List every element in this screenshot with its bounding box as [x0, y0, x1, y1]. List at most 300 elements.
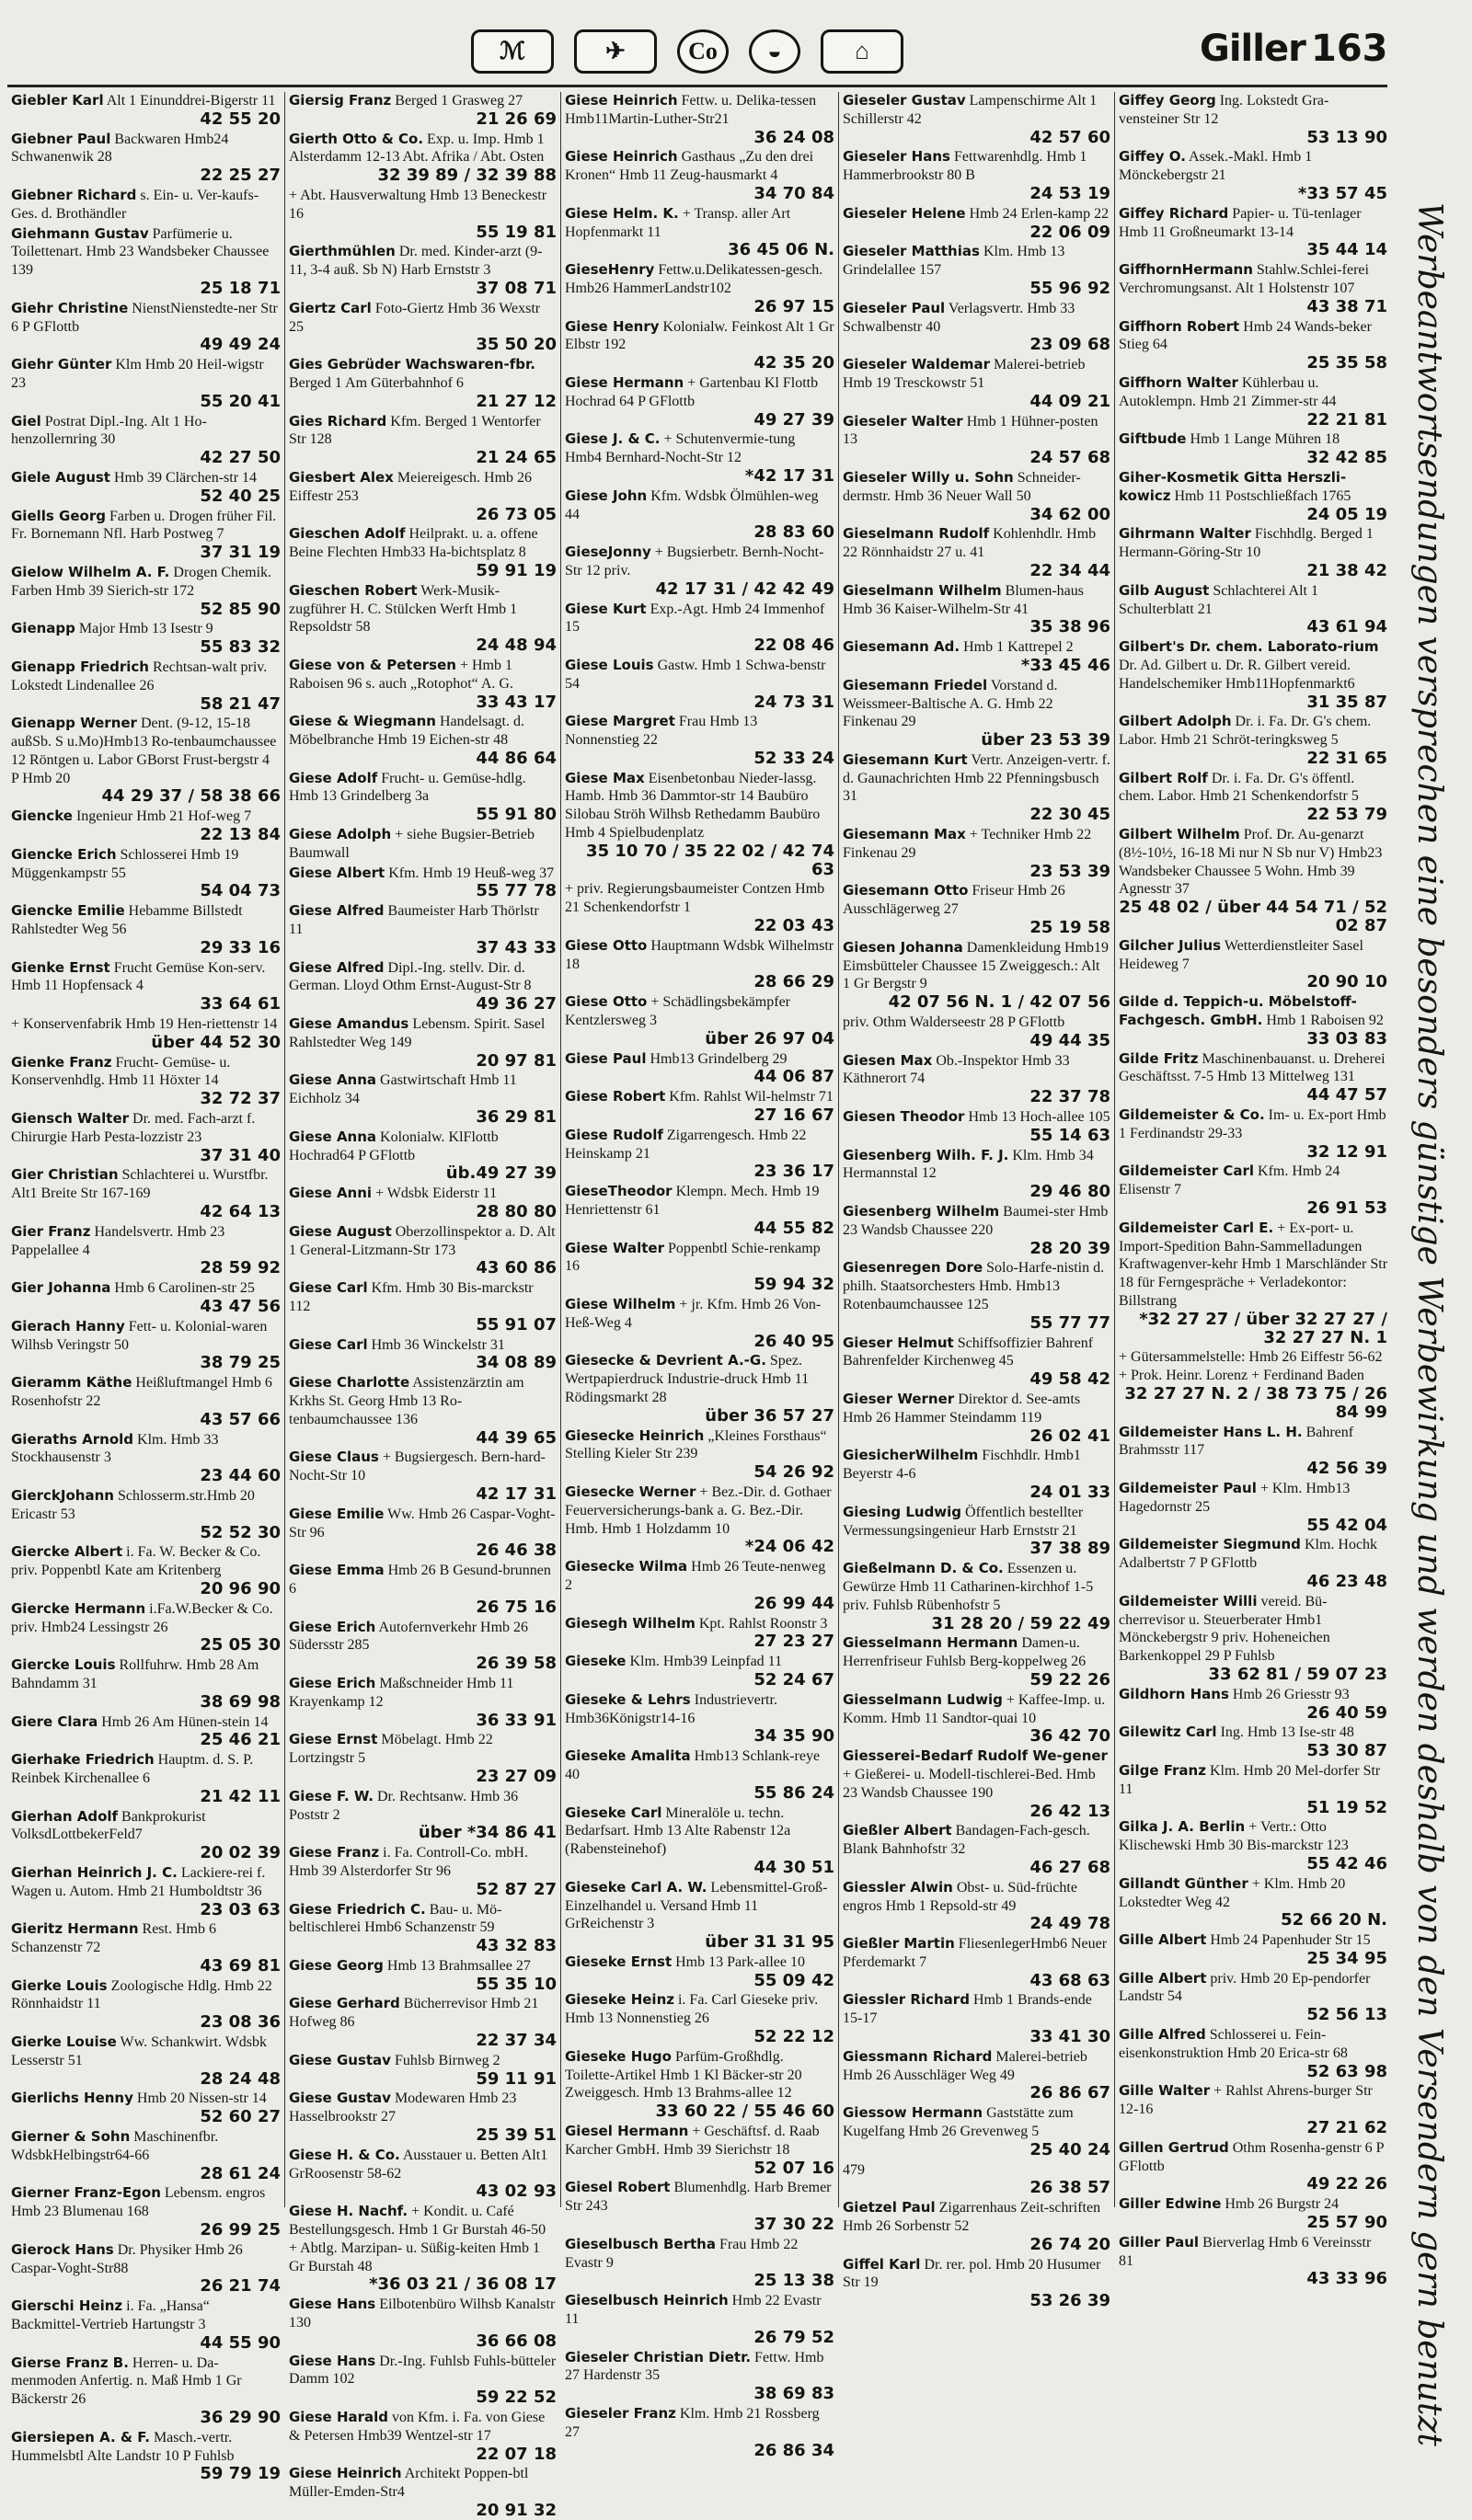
listing-name: Giese Erich [289, 1618, 376, 1635]
listing-entry [289, 1619, 557, 1673]
listing-name: Giese Erich [289, 1674, 376, 1691]
listing-entry [1119, 1593, 1387, 1684]
listing-name: Giesemann Otto [843, 882, 969, 899]
listing-details: Kfm. Hmb 30 Bis-marckstr 112 [289, 1280, 534, 1314]
listing-phone: 23 53 39 [1029, 861, 1110, 881]
listing-phone: 21 24 65 [476, 448, 557, 468]
listing-name: Gilbert Rolf [1119, 769, 1208, 786]
listing-name: Giersiepen A. & F. [11, 2428, 150, 2446]
listing-name: Gierthmühlen [289, 243, 396, 260]
listing-entry [843, 939, 1110, 1012]
listing-details: Hmb 26 B Gesund-brunnen 6 [289, 1563, 551, 1597]
listing-name: Gieseke Heinz [565, 1991, 674, 2009]
listing-details: Hmb 36 Winckelstr 31 [371, 1336, 505, 1353]
listing-details: Klempn. Mech. Hmb 19 Henriettenstr 61 [565, 1184, 820, 1219]
listing-name: Gierhake Friedrich [11, 1751, 155, 1769]
listing-name: Giese von & Petersen [289, 656, 456, 673]
listing-phone: 22 03 43 [753, 916, 834, 936]
listing-details: Hmb 39 Clärchen-str 14 [113, 469, 258, 486]
listing-details: + Rahlst Ahrens-burger Str 12-16 [1119, 2083, 1373, 2118]
listing-details: Hmb 1 Raboisen 92 [1266, 1013, 1384, 1029]
listing-details: Heißluftmangel Hmb 6 Rosenhofstr 22 [11, 1375, 272, 1409]
listing-name: Gier Johanna [11, 1279, 111, 1297]
listing-phone: 28 24 48 [200, 2068, 281, 2089]
listing-details: von Kfm. i. Fa. von Giese & Petersen Hmb39 Wentzel-str 17 [289, 2410, 546, 2444]
listing-entry [289, 1223, 557, 1277]
listing-details: 479 [843, 2161, 865, 2178]
listing-phone: 26 38 57 [1029, 2178, 1110, 2198]
listing-name: Gieseke Hugo [565, 2047, 672, 2065]
listing-phone: 22 37 34 [476, 2031, 557, 2051]
listing-details: + Ex-port- u. Import-Spedition Bahn-Sammelladungen Kraftwagenver-kehr Hmb 1 Marschländer Str 18 für Ferngespräche + Verladekontor: Billstrang [1119, 1220, 1388, 1309]
listing-name: Gies Gebrüder Wachswaren-fbr. [289, 356, 535, 373]
listing-details: Ww. Hmb 26 Caspar-Voght-Str 96 [289, 1506, 556, 1541]
listing-entry [565, 713, 834, 767]
listing-entry [565, 1558, 834, 1612]
listing-phone: 36 29 90 [200, 2408, 281, 2428]
logo-icon-4: ◒ [749, 29, 800, 74]
listing-phone: über 44 52 30 [151, 1032, 281, 1052]
listing-name: Giesenberg Wilh. F. J. [843, 1146, 1009, 1163]
listing-details: + Kaffee-Imp. u. Komm. Hmb 11 Sandtor-quai 10 [843, 1691, 1106, 1726]
listing-entry [1119, 770, 1387, 824]
listing-phone: 43 33 96 [1306, 2269, 1387, 2289]
side-slogan: Werbeantwortsendungen versprechen eine besonders günstige Werbewirkung und werden deshalb von den Versendern gern benutzt [1410, 202, 1448, 2446]
listing-entry [11, 131, 281, 185]
listing-name: Giftbude [1119, 430, 1187, 448]
listing-details: Frucht- u. Gemüse-hdlg. Hmb 13 Grindelberg 3a [289, 770, 526, 805]
listing-name: Gieselmann Rudolf [843, 525, 990, 543]
listing-entry [11, 1656, 281, 1711]
listing-entry [565, 1879, 834, 1952]
listing-name: Giese Claus [289, 1449, 379, 1466]
listing-name: Giesen Max [843, 1051, 933, 1069]
listing-entry [843, 1147, 1110, 1201]
listing-name: Giesenberg Wilhelm [843, 1203, 1000, 1220]
listing-phone: *36 03 21 / 36 08 17 [369, 2274, 557, 2295]
listing-name: Gille Albert [1119, 1969, 1207, 1987]
listing-details: + Schädlingsbekämpfer Kentzlersweg 3 [565, 994, 791, 1029]
listing-name: Giercke Louis [11, 1656, 116, 1674]
listing-name: Giessler Alwin [843, 1878, 953, 1896]
listing-entry [843, 2256, 1110, 2310]
listing-details: Baumei-ster Hmb 23 Wandsb Chaussee 220 [843, 1204, 1109, 1238]
listing-phone: über 26 97 04 [705, 1028, 834, 1048]
listing-details: Papier- u. Tü-tenlager Hmb 11 Großneumarkt 13-14 [1119, 205, 1362, 240]
listing-phone: 36 45 06 N. [728, 240, 834, 260]
listing-phone: 34 62 00 [1029, 504, 1110, 524]
listing-phone: 55 42 46 [1306, 1853, 1387, 1873]
page-title: Giller [1200, 28, 1305, 70]
listing-entry [289, 713, 557, 767]
listing-entry [1119, 2082, 1387, 2136]
listing-name: Gilge Franz [1119, 1761, 1206, 1779]
listing-phone: 23 09 68 [1029, 335, 1110, 355]
listing-phone: 33 43 17 [476, 692, 557, 712]
listing-name: Giere Clara [11, 1712, 98, 1730]
listing-phone: 38 69 83 [753, 2384, 834, 2404]
listing-phone: 21 38 42 [1306, 560, 1387, 580]
listing-phone: 22 21 81 [1306, 409, 1387, 430]
listing-phone: 25 13 38 [753, 2271, 834, 2291]
listing-entry [843, 1504, 1110, 1558]
listing-entry [1119, 318, 1387, 372]
listing-name: Gieseke & Lehrs [565, 1690, 691, 1708]
listing-entry [565, 487, 834, 542]
listing-details: + Gartenbau Kl Flottb Hochrad 64 P GFlottb [565, 374, 819, 409]
listing-name: Giese H. & Co. [289, 2146, 400, 2163]
listing-name: Gieselmann Wilhelm [843, 581, 1002, 599]
listing-entry [565, 261, 834, 315]
listing-phone: 22 13 84 [200, 825, 281, 845]
listing-details: Kolonialw. KlFlottb Hochrad64 P GFlottb [289, 1128, 499, 1163]
listing-phone: 22 06 09 [1029, 222, 1110, 242]
listing-entry [843, 1014, 1110, 1050]
listing-entry [1119, 1050, 1387, 1105]
listing-entry [289, 92, 557, 129]
listing-entry [565, 657, 834, 711]
listing-entry [565, 2236, 834, 2290]
listing-name: Giercke Albert [11, 1543, 123, 1561]
listing-name: Giesenregen Dore [843, 1259, 983, 1277]
listing-entry [843, 469, 1110, 523]
listing-name: Giese Carl [289, 1335, 368, 1353]
listing-name: Giese Friedrich C. [289, 1900, 426, 1918]
listing-name: Giese Gerhard [289, 1995, 400, 2012]
listing-details: Werk-Musik-zugführer H. C. Stülcken Werft Hmb 1 Repsoldstr 58 [289, 582, 518, 636]
listing-entry [843, 882, 1110, 936]
listing-name: Gilbert's Dr. chem. Laborato-rium [1119, 638, 1379, 656]
listing-name: Giese Rudolf [565, 1126, 663, 1143]
listing-details: Dr. rer. pol. Hmb 20 Husumer Str 19 [843, 2256, 1101, 2291]
listing-entry [11, 620, 281, 657]
listing-entry [565, 1352, 834, 1425]
listing-entry [843, 300, 1110, 354]
listing-name: Gierth Otto & Co. [289, 130, 424, 147]
listing-phone: 37 31 19 [200, 543, 281, 563]
listing-name: Gierke Louis [11, 1976, 108, 1994]
listing-details: Baumeister Harb Thörlstr 11 [289, 903, 539, 938]
listing-name: Giese Hans [289, 2352, 376, 2369]
listing-phone: 49 36 27 [476, 994, 557, 1014]
listing-phone: 44 39 65 [476, 1427, 557, 1448]
listing-details: Frau Hmb 13 Nonnenstieg 22 [565, 714, 758, 749]
listing-name: Gildemeister Siegmund [1119, 1536, 1301, 1553]
listing-entry [289, 2203, 557, 2294]
listing-details: Hmb 13 Hoch-allee 105 [968, 1109, 1110, 1126]
listing-name: Giese Robert [565, 1088, 666, 1105]
listing-details: Friseur Hmb 26 Ausschlägerweg 27 [843, 883, 1065, 918]
listing-details: Damen-u. Herrenfriseur Fuhlsb Berg-koppelweg 26 [843, 1635, 1087, 1670]
listing-entry [11, 1054, 281, 1108]
directory-column-3 [561, 92, 839, 2460]
listing-details: „Kleines Forsthaus“ Stelling Kieler Str 239 [565, 1427, 827, 1462]
listing-details: + priv. Regierungsbaumeister Contzen Hmb 21 Schenkendorfstr 1 [565, 881, 825, 916]
listing-entry [1119, 1220, 1387, 1347]
listing-name: Giele August [11, 468, 110, 486]
listing-phone: 55 86 24 [753, 1782, 834, 1803]
listing-phone: 25 35 58 [1306, 353, 1387, 373]
listing-name: Giese Amandus [289, 1015, 409, 1033]
listing-phone: 37 08 71 [476, 278, 557, 298]
listing-phone: 24 73 31 [753, 692, 834, 712]
listing-entry [565, 937, 834, 991]
listing-phone: 22 08 46 [753, 636, 834, 656]
listing-details: Maschinenbauanst. u. Dreherei Geschäftsst. 7-5 Hmb 13 Mittelweg 131 [1119, 1050, 1386, 1085]
listing-name: Giesegh Wilhelm [565, 1614, 696, 1632]
listing-name: Giese Heinrich [289, 2465, 402, 2482]
listing-details: Dr. i. Fa. Dr. G's öffentl. chem. Labor. Hmb 21 Schenkendorfstr 5 [1119, 770, 1359, 805]
listing-entry [289, 582, 557, 655]
listing-details: i. Fa. Carl Gieseke priv. Hmb 13 Nonnenstieg 26 [565, 1992, 819, 2027]
listing-entry [843, 1822, 1110, 1876]
listing-phone: 43 32 83 [476, 1936, 557, 1956]
listing-entry [11, 2429, 281, 2483]
listing-details: Berged 1 Grasweg 27 [395, 93, 523, 109]
listing-name: Giese Otto [565, 936, 648, 954]
listing-details: Maßschneider Hmb 11 Krayenkamp 12 [289, 1675, 514, 1710]
listing-details: Bierverlag Hmb 6 Vereinsstr 81 [1119, 2234, 1372, 2269]
listing-phone: 59 79 19 [200, 2464, 281, 2484]
listing-phone: 52 40 25 [200, 486, 281, 506]
listing-entry [11, 959, 281, 1014]
listing-phone: 55 42 04 [1306, 1515, 1387, 1535]
listing-name: Giesel Hermann [565, 2123, 689, 2140]
listing-entry [565, 1183, 834, 1237]
listing-phone: 53 26 39 [1029, 2291, 1110, 2311]
listing-details: Modewaren Hmb 23 Hasselbrookstr 27 [289, 2090, 517, 2125]
listing-name: Gilde d. Teppich-u. Möbelstoff-Fachgesch. GmbH. [1119, 993, 1357, 1029]
listing-details: Handelsagt. d. Möbelbranche Hmb 19 Eichen-str 48 [289, 714, 524, 749]
listing-phone: 37 38 89 [1029, 1539, 1110, 1559]
listing-entry [289, 2090, 557, 2144]
listing-details: Industrievertr. Hmb36Königstr14-16 [565, 1691, 777, 1726]
listing-phone: 28 66 29 [753, 972, 834, 992]
listing-name: Giese F. W. [289, 1787, 374, 1804]
listing-details: Meiereigesch. Hmb 26 Eiffestr 253 [289, 469, 533, 504]
listing-phone: 26 91 53 [1306, 1198, 1387, 1219]
listing-entry [1119, 1480, 1387, 1534]
listing-name: Gilb August [1119, 581, 1210, 599]
listing-phone: 25 18 71 [200, 278, 281, 298]
listing-details: Ww. Schankwirt. Wdsbk Lesserstr 51 [11, 2034, 268, 2068]
listing-entry [11, 1713, 281, 1750]
listing-entry [565, 1127, 834, 1181]
listing-phone: 42 07 56 N. 1 / 42 07 56 [888, 992, 1110, 1013]
directory-column-5 [1115, 92, 1391, 2289]
listing-phone: 59 94 32 [753, 1275, 834, 1295]
listing-details: Lebensm. Spirit. Sasel Rahlstedter Weg 149 [289, 1016, 546, 1050]
listing-name: Gieseler Willy u. Sohn [843, 468, 1014, 486]
listing-phone: 24 48 94 [476, 636, 557, 656]
listing-entry [11, 846, 281, 900]
listing-phone: 26 97 15 [753, 296, 834, 316]
listing-phone: 27 16 67 [753, 1105, 834, 1126]
listing-details: Ing. Lokstedt Gra-vensteiner Str 12 [1119, 93, 1329, 127]
listing-phone: 44 86 64 [476, 748, 557, 768]
listing-phone: 52 85 90 [200, 599, 281, 619]
listing-name: Giebner Paul [11, 130, 111, 147]
listing-phone: 55 19 81 [476, 222, 557, 242]
listing-entry [565, 1240, 834, 1294]
listing-entry [565, 148, 834, 202]
listing-details: Vorstand d. Weissmeer-Baltische A. G. Hmb 22 Finkenau 29 [843, 677, 1058, 730]
listing-name: Gießler Albert [843, 1822, 952, 1839]
listing-name: Giese H. Nachf. [289, 2203, 408, 2220]
listing-phone: 36 29 81 [476, 1107, 557, 1128]
listing-phone: 55 77 78 [476, 881, 557, 901]
listing-name: Gierhan Adolf [11, 1807, 119, 1825]
listing-entry [843, 826, 1110, 880]
listing-name: Giher-Kosmetik Gitta Herszli-kowicz [1119, 468, 1347, 504]
listing-entry [11, 1318, 281, 1372]
listing-entry [843, 2161, 1110, 2198]
directory-column-1 [7, 92, 285, 2484]
listing-phone: 24 57 68 [1029, 448, 1110, 468]
listing-details: Gastw. Hmb 1 Schwa-benstr 54 [565, 657, 826, 692]
listing-phone: 55 83 32 [200, 637, 281, 658]
listing-name: Gieritz Hermann [11, 1920, 139, 1938]
listing-entry [289, 2353, 557, 2407]
listing-entry [1119, 2026, 1387, 2080]
listing-phone: *24 06 42 [744, 1537, 834, 1557]
listing-entry [1119, 2195, 1387, 2232]
listing-phone: 22 37 78 [1029, 1087, 1110, 1107]
listing-phone: 42 17 31 / 42 42 49 [655, 578, 834, 599]
listing-phone: 28 80 80 [476, 1202, 557, 1222]
listing-phone: 44 47 57 [1306, 1085, 1387, 1105]
listing-phone: 33 64 61 [200, 994, 281, 1014]
listing-details: i. Fa. W. Becker & Co. priv. Poppenbtl Kate am Kritenberg [11, 1544, 261, 1579]
listing-entry [289, 1128, 557, 1183]
listing-entry [11, 808, 281, 844]
listing-phone: 20 97 81 [476, 1050, 557, 1071]
listing-phone: 42 27 50 [200, 448, 281, 468]
listing-name: Gielow Wilhelm A. F. [11, 563, 170, 580]
listing-phone: 55 14 63 [1029, 1125, 1110, 1145]
listing-phone: über 36 57 27 [705, 1405, 834, 1426]
listing-details: Hmb 1 Kattrepel 2 [963, 639, 1074, 656]
listing-name: Giese Anna [289, 1071, 377, 1089]
listing-phone: 25 19 58 [1029, 918, 1110, 938]
listing-entry [565, 2048, 834, 2121]
listing-phone: 32 72 37 [200, 1089, 281, 1109]
listing-details: Hmb 11 Postschließfach 1765 [1174, 487, 1351, 504]
listing-name: Gieser Helmut [843, 1334, 954, 1351]
listing-name: Gildemeister Hans L. H. [1119, 1423, 1303, 1440]
listing-phone: 42 56 39 [1306, 1459, 1387, 1479]
listing-entry [565, 1427, 834, 1482]
listing-name: Giese Max [565, 769, 645, 786]
listing-details: Eilbotenbüro Wilhsb Kanalstr 130 [289, 2297, 556, 2331]
listing-name: GiffhornHermann [1119, 261, 1253, 279]
listing-phone: 52 22 12 [753, 2027, 834, 2047]
listing-name: Giehr Günter [11, 356, 112, 373]
listing-entry [843, 1447, 1110, 1501]
listing-name: Gilde Fritz [1119, 1049, 1199, 1067]
listing-details: Obst- u. Süd-früchte engros Hmb 1 Repsold-str 49 [843, 1879, 1077, 1914]
listing-name: Giensch Walter [11, 1110, 130, 1128]
listing-entry [11, 1431, 281, 1485]
listing-phone: 43 57 66 [200, 1409, 281, 1429]
listing-entry [1119, 525, 1387, 579]
listing-name: Giese John [565, 487, 648, 504]
listing-details: NienstNienstedte-ner Str 6 P GFlottb [11, 300, 278, 335]
listing-details: Blumen-haus Hmb 36 Kaiser-Wilhelm-Str 41 [843, 582, 1084, 617]
listing-name: Giesen Theodor [843, 1108, 965, 1126]
listing-details: i.Fa.W.Becker & Co. priv. Hmb24 Lessingstr 26 [11, 1600, 273, 1635]
listing-details: Dr. Ad. Gilbert u. Dr. R. Gilbert vereid. Handelschemiker Hmb11Hopfenmarkt6 [1119, 657, 1355, 692]
listing-phone: 32 27 27 N. 2 / 38 73 75 / 26 84 99 [1124, 1383, 1387, 1422]
listing-details: Solo-Harfe-nistin d. philh. Staatsorchesters Hmb. Hmb13 Rotenbaumchaussee 125 [843, 1260, 1105, 1312]
listing-phone: 26 99 44 [753, 1593, 834, 1613]
listing-phone: 24 01 33 [1029, 1482, 1110, 1502]
listing-name: Giesel Robert [565, 2179, 671, 2196]
listing-phone: 55 91 80 [476, 805, 557, 825]
listing-entry [289, 2052, 557, 2089]
listing-details: Fettw.u.Delikatessen-gesch. Hmb26 HammerLandstr102 [565, 262, 823, 296]
listing-entry [843, 1560, 1110, 1632]
listing-phone: 26 73 05 [476, 504, 557, 524]
listing-name: Giese J. & C. [565, 430, 661, 448]
listing-details: Fischhdlg. Berged 1 Hermann-Göring-Str 10 [1119, 526, 1374, 561]
listing-phone: 49 44 35 [1029, 1030, 1110, 1050]
listing-name: Giercke Hermann [11, 1599, 146, 1617]
listing-phone: 43 60 86 [476, 1258, 557, 1278]
listing-phone: *32 27 27 / über 32 27 27 / 32 27 27 N. 1 [1139, 1309, 1387, 1347]
listing-phone: über 31 31 95 [705, 1932, 834, 1953]
listing-entry [289, 959, 557, 1014]
listing-entry [1119, 1686, 1387, 1723]
listing-details: Wetterdienstleiter Sasel Heideweg 7 [1119, 937, 1363, 972]
listing-phone: 26 74 20 [1029, 2234, 1110, 2254]
listing-name: Gieser Werner [843, 1390, 955, 1407]
listing-details: Hmb 13 Park-allee 10 [675, 1953, 805, 1970]
listing-phone: *33 45 46 [1020, 655, 1110, 675]
listing-phone: 55 77 77 [1029, 1312, 1110, 1333]
listing-entry [11, 225, 281, 298]
listing-name: Gilbert Adolph [1119, 713, 1232, 730]
listing-entry [289, 826, 557, 863]
listing-entry [289, 356, 557, 410]
listing-phone: 25 39 51 [476, 2125, 557, 2146]
listing-name: Giese & Wiegmann [289, 713, 436, 730]
listing-details: + Gütersammelstelle: Hmb 26 Eiffestr 56-62 + Prok. Heinr. Lorenz + Ferdinand Baden [1119, 1349, 1383, 1384]
directory-columns [7, 92, 1392, 2520]
listing-details: + jr. Kfm. Hmb 26 Von-Heß-Weg 4 [565, 1297, 822, 1331]
listing-details: Ing. Hmb 13 Ise-str 48 [1220, 1724, 1354, 1741]
listing-entry [11, 469, 281, 506]
listing-details: Verlagsvertr. Hmb 33 Schwalbenstr 40 [843, 300, 1075, 335]
listing-details: Kolonialw. Feinkost Alt 1 Gr Elbstr 192 [565, 318, 834, 353]
listing-phone: 42 55 20 [200, 109, 281, 129]
listing-details: + Bugsiergesch. Bern-hard-Nocht-Str 10 [289, 1449, 546, 1484]
listing-phone: 22 30 45 [1029, 805, 1110, 825]
listing-phone: 20 02 39 [200, 1843, 281, 1863]
logo-icon-1: ℳ [471, 29, 554, 74]
listing-phone: 59 22 26 [1029, 1669, 1110, 1690]
listing-details: Fett- u. Kolonial-waren Wilhsb Veringstr 50 [11, 1318, 268, 1353]
listing-details: Prof. Dr. Au-genarzt (8½-10½, 16-18 Mi nur N Sb nur V) Hmb23 Wandsbeker Chaussee 5 Wohn. Hmb 39 Agnesstr 37 [1119, 827, 1383, 898]
listing-phone: 28 83 60 [753, 522, 834, 543]
listing-name: Gieselbusch Heinrich [565, 2292, 729, 2309]
logo-icon-3: Co [677, 29, 729, 74]
listing-entry [11, 1374, 281, 1428]
listing-phone: 32 39 89 / 32 39 88 [377, 166, 557, 186]
listing-entry [289, 1957, 557, 1994]
listing-entry [565, 1953, 834, 1990]
listing-name: Giese Alfred [289, 958, 385, 976]
